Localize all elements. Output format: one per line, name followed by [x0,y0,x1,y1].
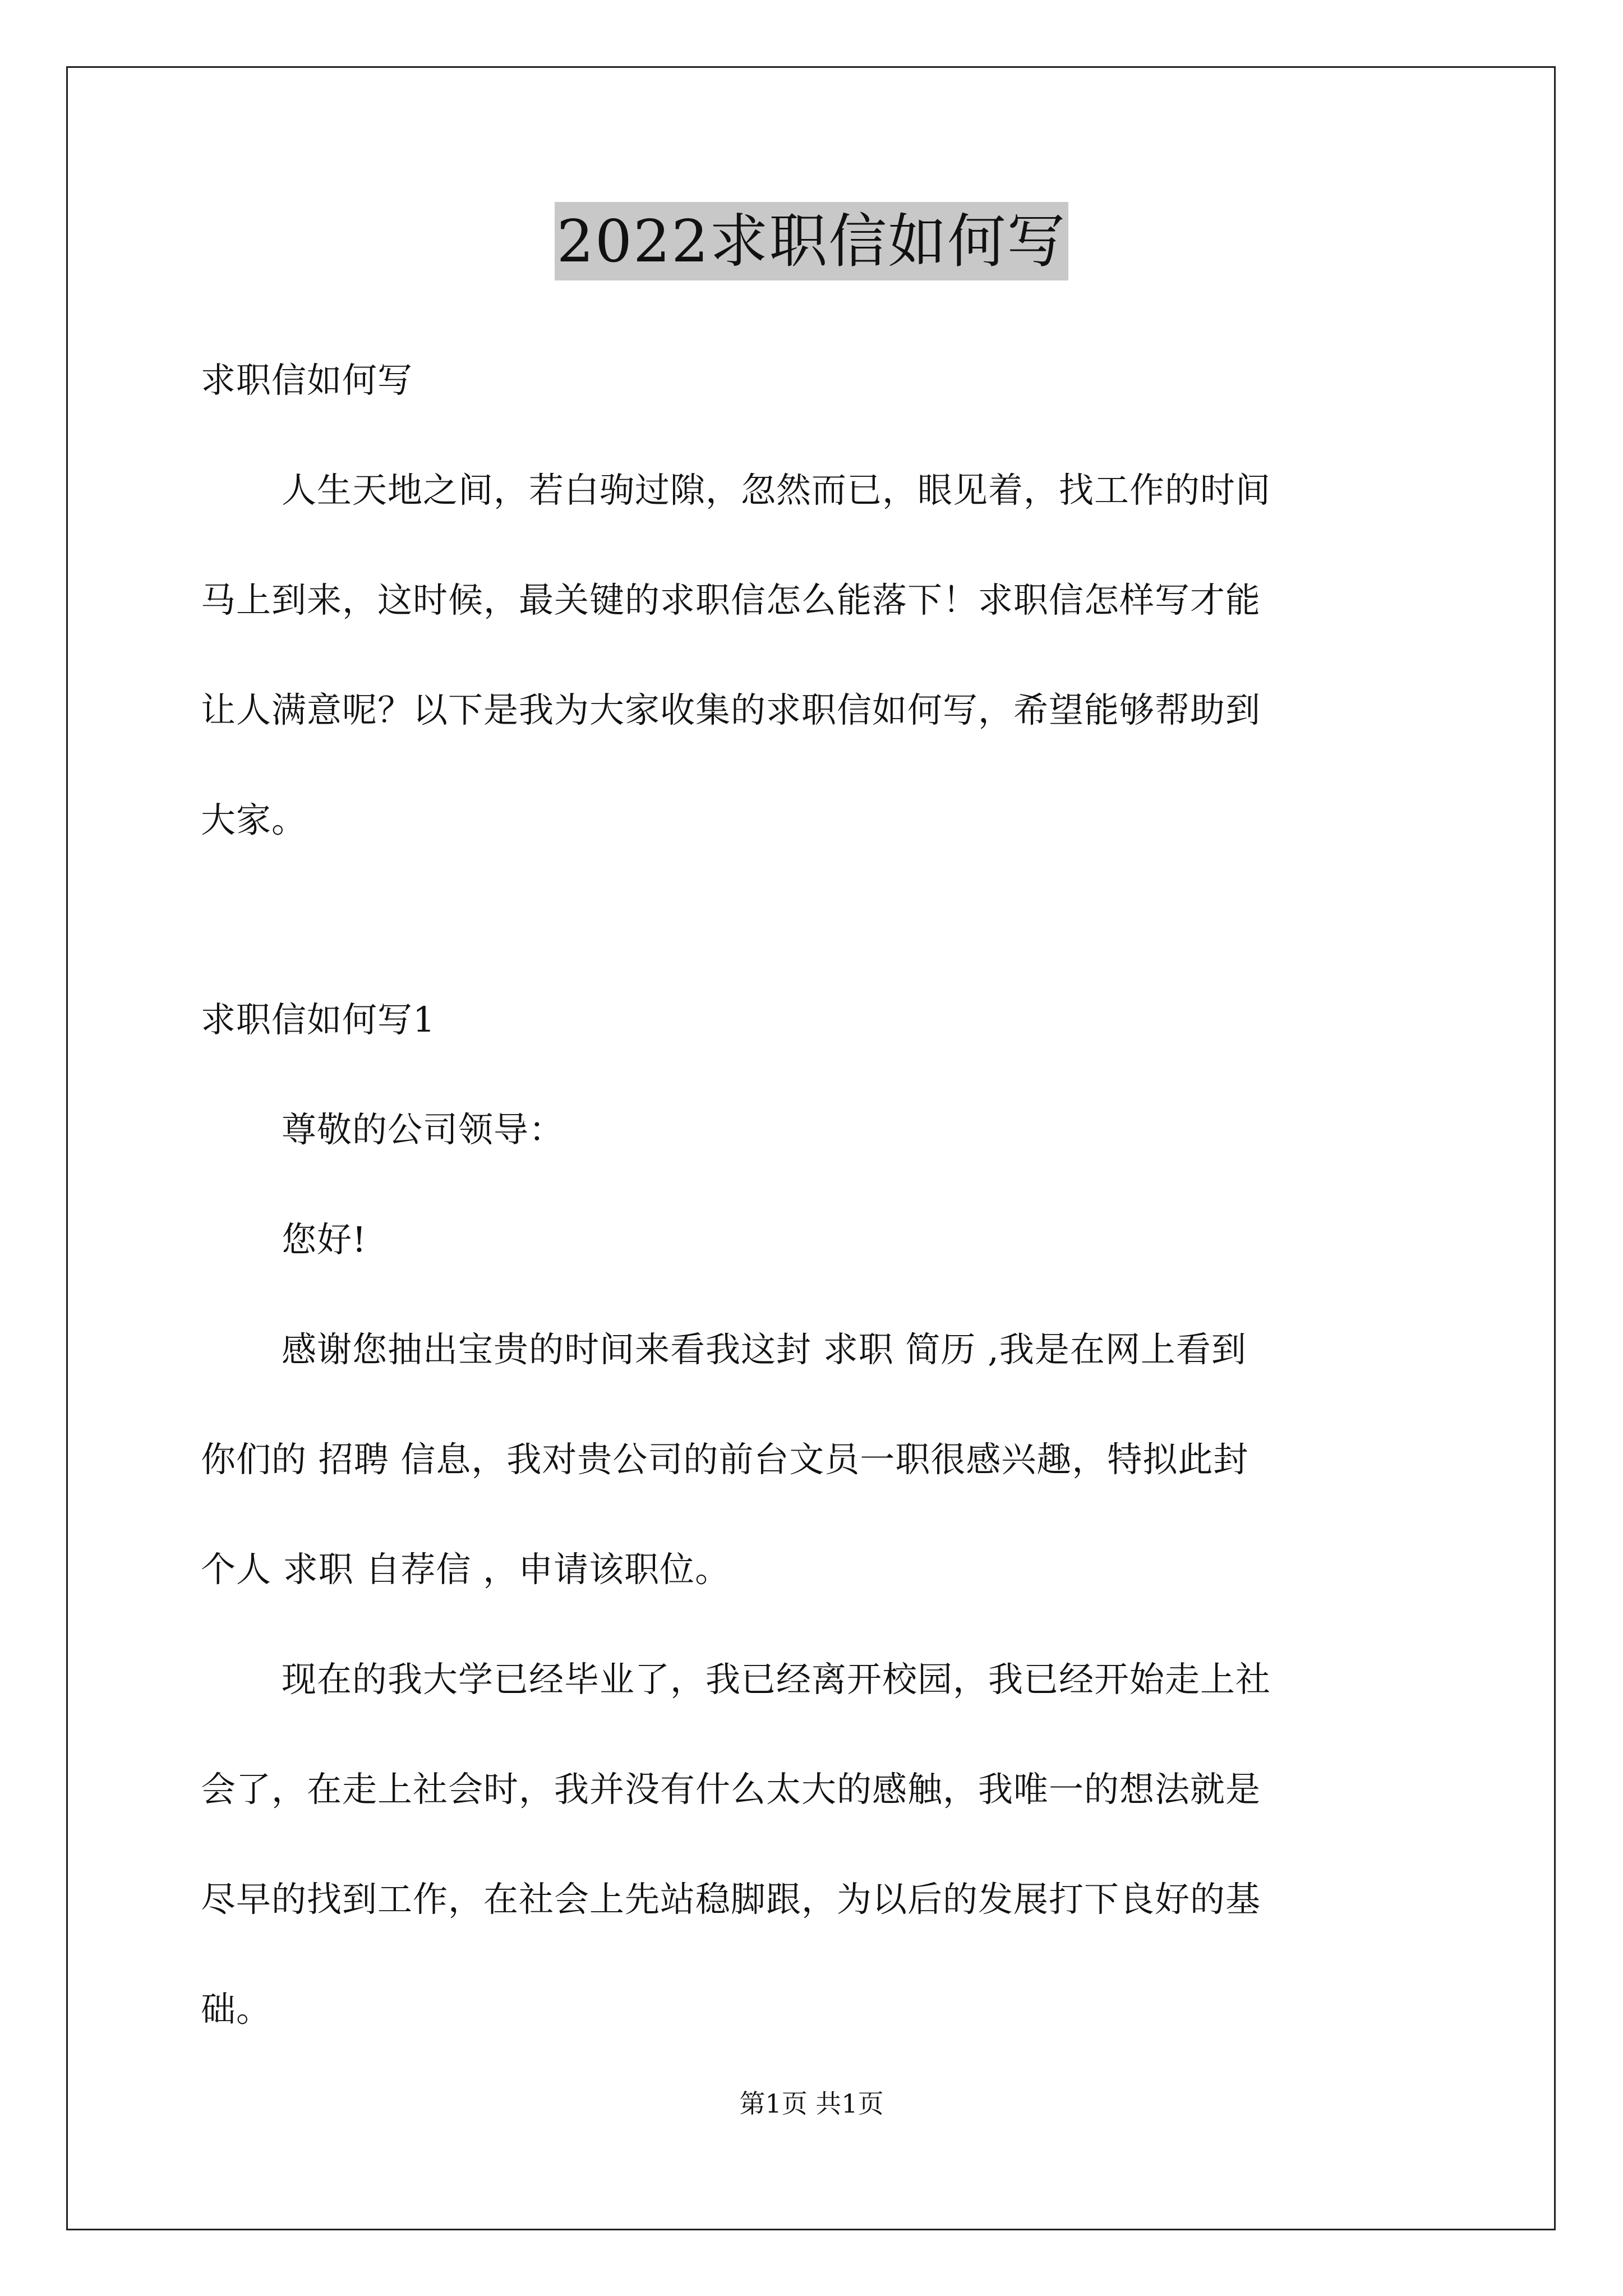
subtitle: 求职信如何写 [201,360,413,401]
paragraph-line: 感谢您抽出宝贵的时间来看我这封 求职 简历 ,我是在网上看到 [282,1329,1247,1370]
page-number-footer: 第1页 共1页 [739,2088,884,2119]
title-container [0,202,1623,280]
section-heading: 求职信如何写1 [201,999,436,1040]
paragraph-line: 础。 [201,1989,272,2030]
paragraph-line: 你们的 招聘 信息，我对贵公司的前台文员一职很感兴趣，特拟此封 [201,1439,1249,1480]
intro-line: 让人满意呢？以下是我为大家收集的求职信如何写，希望能够帮助到 [201,689,1261,730]
paragraph-line: 尽早的找到工作，在社会上先站稳脚跟，为以后的发展打下良好的基 [201,1879,1261,1920]
paragraph-line: 现在的我大学已经毕业了，我已经离开校园，我已经开始走上社 [282,1659,1271,1700]
document-title: 2022求职信如何写 [555,202,1069,280]
intro-line: 大家。 [201,799,307,840]
intro-line: 马上到来，这时候，最关键的求职信怎么能落下！求职信怎样写才能 [201,579,1261,620]
paragraph-line: 个人 求职 自荐信 ，申请该职位。 [201,1549,731,1590]
document-body [201,325,1435,2064]
greeting: 您好! [282,1219,367,1260]
intro-line: 人生天地之间，若白驹过隙，忽然而已，眼见着，找工作的时间 [282,470,1271,510]
paragraph-line: 会了，在走上社会时，我并没有什么太大的感触，我唯一的想法就是 [201,1769,1261,1810]
salutation: 尊敬的公司领导： [282,1109,565,1150]
